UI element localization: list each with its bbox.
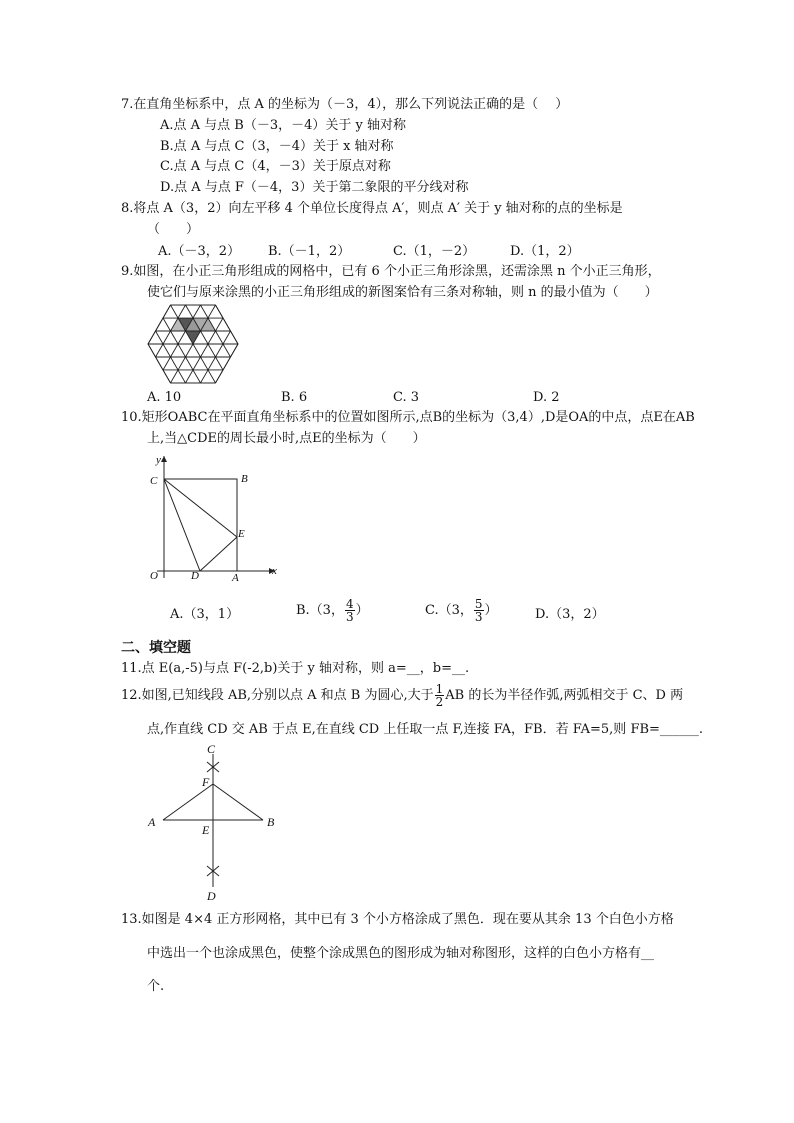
label-c: C (150, 475, 158, 487)
label-c: C (207, 742, 216, 756)
q8-paren: （ ） (147, 222, 200, 237)
q10-option-b-suffix: ） (355, 603, 369, 618)
label-b: B (241, 473, 248, 485)
shaded-triangle (186, 331, 201, 344)
q10-option-b (296, 598, 369, 623)
q12-line1 (121, 683, 683, 708)
q8-option-c: C.（1，－2） (393, 244, 476, 259)
label-y: y (156, 454, 161, 466)
q9-stem-line2: 使它们与原来涂黑的小正三角形组成的新图案恰有三条对称轴，则 n 的最小值为（ ） (147, 285, 658, 300)
label-a: A (232, 572, 239, 584)
q7-option-c: C.点 A 与点 C（4，－3）关于原点对称 (160, 159, 391, 174)
q7-stem: 7.在直角坐标系中，点 A 的坐标为（－3，4），那么下列说法正确的是（ ） (121, 97, 569, 112)
section-title-fill-in: 二、填空题 (121, 640, 191, 656)
q10-option-b-den: 3 (345, 610, 354, 624)
q9-option-c: C. 3 (393, 390, 420, 405)
q8-option-b: B.（－1，2） (268, 244, 351, 259)
q8-stem: 8.将点 A（3，2）向左平移 4 个单位长度得点 A′，则点 A′ 关于 y 轴对称的点的坐标是 (121, 201, 623, 216)
q9-option-a: A. 10 (147, 390, 182, 405)
q10-rectangle-figure (147, 453, 282, 585)
segment-fa (163, 784, 213, 820)
q10-option-c-den: 3 (474, 610, 483, 624)
q10-stem-line2: 上,当△CDE的周长最小时,点E的坐标为（ ） (147, 431, 426, 446)
segment-fb (213, 784, 263, 820)
q10-option-a: A.（3，1） (170, 607, 240, 622)
q9-stem-line1: 9.如图，在小正三角形组成的网格中，已有 6 个小正三角形涂黑，还需涂黑 n 个小正三角形， (121, 264, 661, 279)
q12-frac-num: 1 (435, 682, 444, 696)
q10-stem-line1: 10.矩形OABC在平面直角坐标系中的位置如图所示,点B的坐标为（3,4）,D是OA的中点，点E在AB (121, 410, 695, 425)
q9-option-d: D. 2 (533, 390, 560, 405)
q10-option-b-fraction (345, 598, 355, 623)
q11-text: 11.点 E(a,-5)与点 F(-2,b)关于 y 轴对称，则 a=__，b=__. (121, 661, 470, 676)
q10-option-d: D.（3，2） (535, 607, 605, 622)
q12-line1-b: AB 的长为半径作弧,两弧相交于 C、D 两 (445, 688, 684, 703)
q7-option-b: B.点 A 与点 C（3，－4）关于 x 轴对称 (160, 139, 394, 154)
q10-option-c-fraction (474, 598, 484, 623)
q7-option-a: A.点 A 与点 B（－3，－4）关于 y 轴对称 (160, 118, 407, 133)
q10-option-c (425, 598, 498, 623)
segment-de (200, 537, 237, 571)
label-o: O (150, 570, 158, 582)
q10-option-c-prefix: C.（3， (425, 603, 473, 618)
label-x: x (272, 565, 277, 577)
label-d: D (207, 889, 216, 903)
y-axis-arrow-icon (161, 456, 167, 462)
q12-frac-den: 2 (435, 695, 444, 709)
q12-line2: 点,作直线 CD 交 AB 于点 E,在直线 CD 上任取一点 F,连接 FA，FB．若 FA=5,则 FB=______. (147, 722, 704, 737)
q7-option-d: D.点 A 与点 F（－4，3）关于第二象限的平分线对称 (160, 180, 469, 195)
q12-perpendicular-bisector-figure (145, 740, 295, 905)
q10-option-c-suffix: ） (484, 603, 498, 618)
label-e: E (238, 528, 245, 540)
q9-triangle-grid-figure (145, 302, 245, 392)
q10-option-b-num: 4 (345, 597, 354, 611)
label-f: F (202, 775, 210, 789)
q8-option-a: A.（－3，2） (158, 244, 241, 259)
label-d: D (191, 570, 199, 582)
q13-line3: 个. (147, 979, 165, 994)
q9-option-b: B. 6 (281, 390, 308, 405)
label-e: E (202, 823, 210, 837)
rectangle-oabc (164, 479, 237, 571)
q12-fraction (435, 683, 445, 708)
q10-option-b-prefix: B.（3， (296, 603, 344, 618)
q13-line1: 13.如图是 4×4 正方形网格，其中已有 3 个小方格涂成了黑色．现在要从其余 13 个白色小方格 (121, 912, 674, 927)
label-b: B (267, 815, 275, 829)
q10-option-c-num: 5 (474, 597, 483, 611)
q13-line2: 中选出一个也涂成黑色，使整个涂成黑色的图形成为轴对称图形，这样的白色小方格有__ (147, 946, 655, 961)
label-a: A (148, 815, 156, 829)
q12-line1-a: 12.如图,已知线段 AB,分别以点 A 和点 B 为圆心,大于 (121, 688, 434, 703)
q8-option-d: D.（1，2） (510, 244, 580, 259)
